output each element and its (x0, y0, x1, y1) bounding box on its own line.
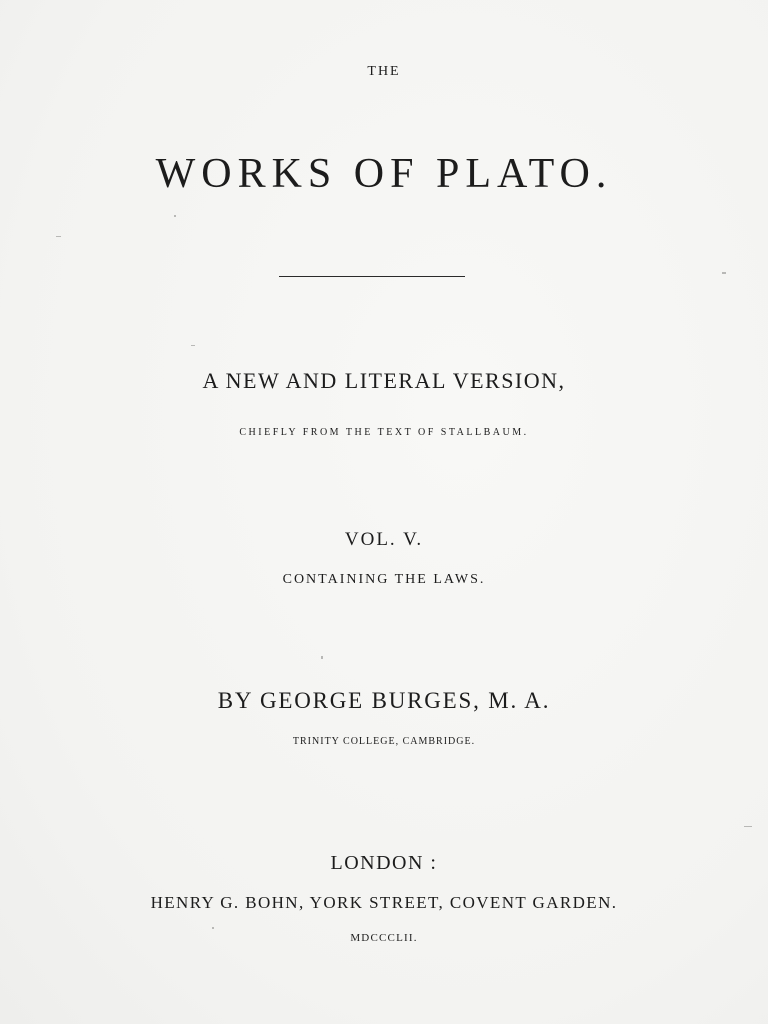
title-divider (279, 276, 465, 277)
publication-date: MDCCCLII. (350, 932, 418, 944)
author-line: BY GEORGE BURGES, M. A. (217, 688, 551, 713)
source-note: CHIEFLY FROM THE TEXT OF STALLBAUM. (239, 427, 529, 438)
book-subtitle: A NEW AND LITERAL VERSION, (202, 368, 566, 393)
volume-contents: CONTAINING THE LAWS. (282, 572, 486, 587)
paper-speck (56, 236, 61, 237)
paper-speck (722, 272, 726, 274)
paper-speck (174, 215, 176, 217)
book-title: WORKS OF PLATO. (155, 151, 613, 197)
paper-speck (744, 826, 752, 827)
volume-number: VOL. V. (344, 529, 424, 550)
paper-speck (212, 927, 214, 929)
title-article: THE (367, 64, 401, 79)
paper-speck (321, 656, 323, 659)
author-affiliation: TRINITY COLLEGE, CAMBRIDGE. (292, 736, 476, 747)
paper-speck (191, 345, 195, 346)
publication-place: LONDON : (330, 852, 438, 874)
publisher-line: HENRY G. BOHN, YORK STREET, COVENT GARDEN. (150, 893, 618, 912)
